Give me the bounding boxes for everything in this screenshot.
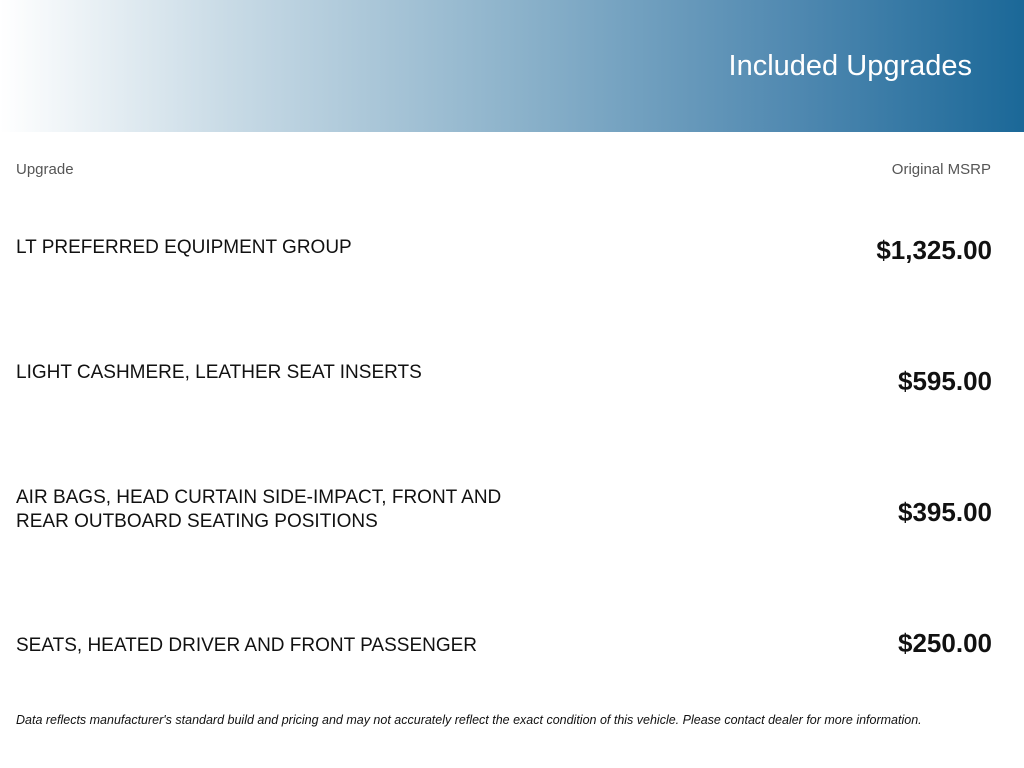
upgrade-price: $1,325.00 bbox=[876, 235, 992, 265]
column-header-msrp: Original MSRP bbox=[891, 161, 991, 178]
upgrade-name: SEATS, HEATED DRIVER AND FRONT PASSENGER bbox=[16, 635, 478, 656]
upgrade-price: $395.00 bbox=[898, 497, 992, 527]
upgrade-name: LIGHT CASHMERE, LEATHER SEAT INSERTS bbox=[16, 362, 422, 383]
column-header-upgrade: Upgrade bbox=[16, 161, 74, 178]
header-banner bbox=[0, 0, 1024, 132]
page-title: Included Upgrades bbox=[728, 50, 972, 82]
upgrade-price: $250.00 bbox=[898, 628, 992, 658]
upgrade-name: AIR BAGS, HEAD CURTAIN SIDE-IMPACT, FRONT AND REAR OUTBOARD SEATING POSITIONS bbox=[16, 487, 502, 532]
upgrade-price: $595.00 bbox=[898, 366, 992, 396]
disclaimer-text: Data reflects manufacturer's standard build and pricing and may not accurately reflect the exact condition of this vehicle. Please contact dealer for more information. bbox=[16, 713, 922, 727]
upgrade-name: LT PREFERRED EQUIPMENT GROUP bbox=[16, 237, 352, 258]
